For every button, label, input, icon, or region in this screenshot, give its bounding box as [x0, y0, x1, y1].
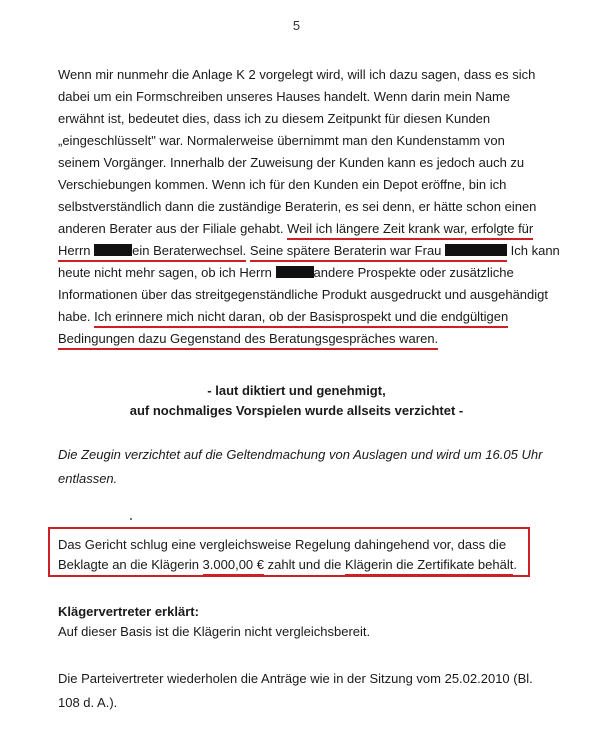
text-segment: ein Beraterwechsel. [132, 243, 247, 258]
dictation-note [0, 381, 593, 421]
parties-statement [58, 667, 546, 715]
text-line: selbstverständlich dann die zuständige Beraterin, es sei denn, er hätte schon einen [58, 199, 537, 214]
text-line: dabei um ein Formschreiben unseres Hauses handelt. Wenn darin mein Name [58, 89, 511, 104]
text-line [58, 330, 546, 352]
underlined-text: Bedingungen dazu Gegenstand des Beratungsgespräches waren. [58, 331, 438, 350]
text-line: erwähnt ist, bedeutet dies, dass ich zu diesem Zeitpunkt für diesen Kunden [58, 111, 491, 126]
text-line: entlassen. [58, 471, 118, 486]
page-number: 5 [292, 18, 301, 33]
text-line: Die Parteivertreter wiederholen die Anträge wie in der Sitzung vom 25.02.2010 (Bl. [58, 671, 533, 686]
dictation-line: auf nochmaliges Vorspielen wurde allseits verzichtet - [129, 403, 464, 418]
text-line [58, 308, 546, 330]
underlined-text: Weil ich längere Zeit krank war, erfolgte für [287, 221, 533, 240]
text-line [58, 220, 546, 242]
text-line [58, 264, 546, 286]
dictation-line: - laut diktiert und genehmigt, [207, 383, 386, 398]
witness-dismissal [58, 443, 548, 491]
court-proposal [58, 536, 517, 576]
text-line: Das Gericht schlug eine vergleichsweise Regelung dahingehend vor, dass die [58, 537, 507, 552]
text-segment: habe. [58, 309, 95, 324]
text-line: Die Zeugin verzichtet auf die Geltendmachung von Auslagen und wird um 16.05 Uhr [58, 447, 543, 462]
text-segment: Beklagte an die Klägerin [58, 557, 203, 572]
plaintiff-statement [58, 602, 546, 642]
text-line: Wenn mir nunmehr die Anlage K 2 vorgelegt wird, will ich dazu sagen, dass es sich [58, 67, 536, 82]
text-segment: Ich kann [507, 243, 560, 258]
underlined-text [250, 243, 507, 262]
redaction-bar [445, 244, 507, 256]
underlined-amount: 3.000,00 € [203, 557, 264, 576]
redaction-bar [94, 244, 132, 256]
underlined-text [58, 243, 246, 262]
text-segment: Seine spätere Beraterin war Frau [249, 243, 442, 258]
redaction-bar [276, 266, 314, 278]
text-line: seinem Vorgänger. Innerhalb der Zuweisung der Kunden kann es jedoch auch zu [58, 155, 525, 170]
text-line: Verschiebungen kommen. Wenn ich für den Kunden ein Depot eröffne, bin ich [58, 177, 507, 192]
text-line: Informationen über das streitgegenständliche Produkt ausgedruckt und ausgehändigt [58, 287, 548, 302]
text-segment: . [513, 557, 517, 572]
text-line [58, 556, 517, 576]
text-segment: anderen Berater aus der Filiale gehabt. [58, 221, 288, 236]
plaintiff-heading: Klägervertreter erklärt: [58, 604, 199, 619]
testimony-paragraph [58, 66, 560, 352]
text-segment: andere Prospekte oder zusätzliche [313, 265, 514, 280]
text-line: Auf dieser Basis ist die Klägerin nicht vergleichsbereit. [58, 624, 371, 639]
underlined-text: Ich erinnere mich nicht daran, ob der Basisprospekt und die endgültigen [94, 309, 508, 328]
underlined-text: Klägerin die Zertifikate behält [345, 557, 513, 576]
text-segment: heute nicht mehr sagen, ob ich Herrn [58, 265, 276, 280]
text-segment: Herrn [58, 243, 95, 258]
text-line [58, 242, 560, 264]
text-segment: zahlt und die [264, 557, 345, 572]
text-line: 108 d. A.). [58, 695, 118, 710]
text-line: „eingeschlüsselt" war. Normalerweise übernimmt man den Kundenstamm von [58, 133, 505, 148]
scan-speck [130, 518, 132, 520]
